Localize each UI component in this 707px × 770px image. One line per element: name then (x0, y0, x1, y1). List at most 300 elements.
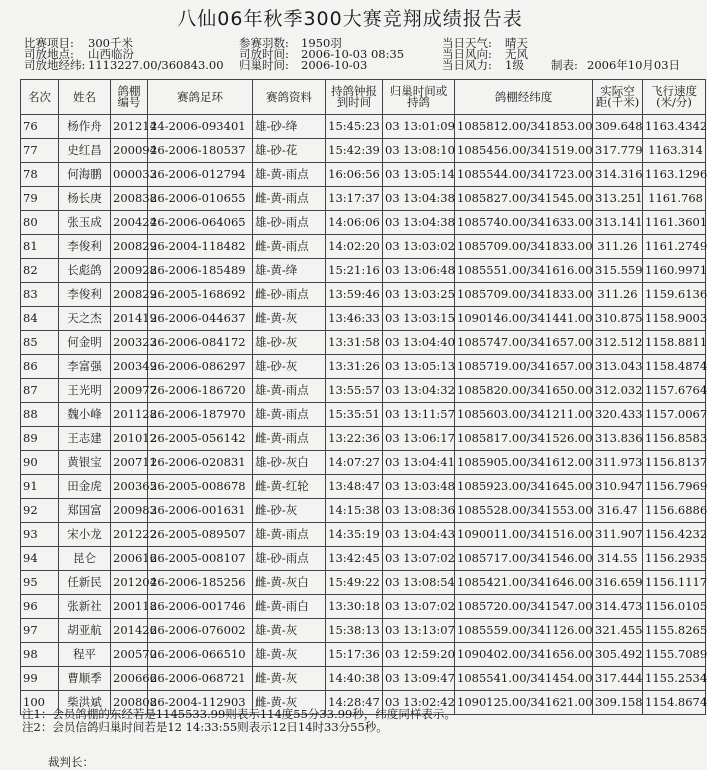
release-time: 2006-10-03 08:35 (301, 47, 405, 61)
cell-return-time: 03 12:59:20 (383, 643, 455, 667)
cell-loft-id: 200349 (111, 355, 148, 379)
cell-clock-time: 13:59:46 (326, 283, 383, 307)
cell-loft-id: 200808 (111, 691, 148, 715)
header-loft-coords: 鸽棚经纬度 (455, 80, 593, 115)
cell-pigeon-info: 雄-黄-灰 (253, 619, 326, 643)
cell-clock-time: 13:31:26 (326, 355, 383, 379)
cell-rank: 77 (21, 139, 59, 163)
cell-rank: 94 (21, 547, 59, 571)
cell-speed: 1155.7089 (643, 643, 706, 667)
cell-name: 胡亚航 (59, 619, 111, 643)
cell-return-time: 03 13:03:02 (383, 235, 455, 259)
cell-distance: 320.433 (593, 403, 643, 427)
cell-rank: 96 (21, 595, 59, 619)
cell-speed: 1163.1296 (643, 163, 706, 187)
cell-loft-coords: 1090146.00/341441.00 (455, 307, 593, 331)
cell-loft-id: 201426 (111, 619, 148, 643)
cell-pigeon-info: 雄-黄-雨点 (253, 163, 326, 187)
cell-name: 王志建 (59, 427, 111, 451)
cell-loft-coords: 1085720.00/341547.00 (455, 595, 593, 619)
cell-name: 杨长庚 (59, 187, 111, 211)
weather-label: 当日天气: (442, 36, 492, 50)
table-row (21, 379, 706, 403)
cell-rank: 90 (21, 451, 59, 475)
cell-loft-coords: 1085551.00/341616.00 (455, 259, 593, 283)
cell-speed: 1156.1117 (643, 571, 706, 595)
cell-ring: 26-2004-118482 (148, 235, 253, 259)
cell-speed: 1155.2534 (643, 667, 706, 691)
cell-loft-coords: 1090011.00/341516.00 (455, 523, 593, 547)
cell-speed: 1163.314 (643, 139, 706, 163)
cell-speed: 1161.768 (643, 187, 706, 211)
cell-return-time: 03 13:07:02 (383, 595, 455, 619)
cell-rank: 79 (21, 187, 59, 211)
release-coords-label: 司放地经纬: (24, 58, 86, 72)
cell-ring: 26-2006-064065 (148, 211, 253, 235)
table-row (21, 643, 706, 667)
cell-loft-coords: 1085603.00/341211.00 (455, 403, 593, 427)
cell-name: 李富强 (59, 355, 111, 379)
cell-speed: 1157.6764 (643, 379, 706, 403)
weather: 晴天 (505, 36, 528, 50)
wind-force-label: 当日风力: (442, 58, 492, 72)
cell-return-time: 03 13:05:13 (383, 355, 455, 379)
table-row (21, 667, 706, 691)
results-table (20, 79, 706, 715)
cell-loft-id: 200838 (111, 187, 148, 211)
cell-clock-time: 15:49:22 (326, 571, 383, 595)
cell-distance: 316.47 (593, 499, 643, 523)
cell-rank: 98 (21, 643, 59, 667)
cell-loft-coords: 1085812.00/341853.00 (455, 115, 593, 139)
cell-return-time: 03 13:08:54 (383, 571, 455, 595)
cell-pigeon-info: 雄-黄-雨点 (253, 523, 326, 547)
cell-distance: 305.492 (593, 643, 643, 667)
cell-loft-coords: 1085905.00/341612.00 (455, 451, 593, 475)
cell-clock-time: 14:35:19 (326, 523, 383, 547)
cell-name: 史红昌 (59, 139, 111, 163)
cell-rank: 84 (21, 307, 59, 331)
cell-distance: 311.26 (593, 283, 643, 307)
cell-loft-id: 200323 (111, 331, 148, 355)
cell-clock-time: 14:02:20 (326, 235, 383, 259)
header-row (21, 80, 706, 115)
cell-speed: 1160.9971 (643, 259, 706, 283)
table-row (21, 139, 706, 163)
cell-rank: 80 (21, 211, 59, 235)
cell-distance: 310.947 (593, 475, 643, 499)
cell-distance: 309.158 (593, 691, 643, 715)
cell-distance: 311.907 (593, 523, 643, 547)
note-1: 注1：会员鸽棚的东经若是1145533.99则表示114度55分33.99秒，纬度同样表示。 (22, 707, 456, 721)
cell-return-time: 03 13:07:02 (383, 547, 455, 571)
cell-pigeon-info: 雌-砂-雨点 (253, 283, 326, 307)
table-row (21, 355, 706, 379)
cell-name: 程平 (59, 643, 111, 667)
cell-rank: 78 (21, 163, 59, 187)
cell-ring: 26-2005-089507 (148, 523, 253, 547)
cell-rank: 86 (21, 355, 59, 379)
table-row (21, 595, 706, 619)
cell-loft-coords: 1085820.00/341650.00 (455, 379, 593, 403)
cell-return-time: 03 13:03:25 (383, 283, 455, 307)
cell-distance: 313.836 (593, 427, 643, 451)
cell-name: 郑国富 (59, 499, 111, 523)
cell-name: 宋小龙 (59, 523, 111, 547)
cell-loft-id: 000033 (111, 163, 148, 187)
cell-ring: 26-2006-086297 (148, 355, 253, 379)
cell-rank: 92 (21, 499, 59, 523)
cell-distance: 313.251 (593, 187, 643, 211)
cell-rank: 95 (21, 571, 59, 595)
cell-distance: 311.26 (593, 235, 643, 259)
cell-distance: 317.444 (593, 667, 643, 691)
cell-clock-time: 13:46:33 (326, 307, 383, 331)
cell-speed: 1156.2935 (643, 547, 706, 571)
made-label: 制表: (551, 58, 578, 72)
judge-label: 裁判长： (48, 755, 94, 769)
cell-loft-coords: 1085456.00/341519.00 (455, 139, 593, 163)
release-coords: 1113227.00/360843.00 (88, 58, 224, 72)
cell-pigeon-info: 雌-黄-灰 (253, 307, 326, 331)
cell-loft-id: 200666 (111, 667, 148, 691)
cell-loft-coords: 1085740.00/341633.00 (455, 211, 593, 235)
cell-loft-id: 200711 (111, 451, 148, 475)
cell-distance: 314.316 (593, 163, 643, 187)
made-date: 2006年10月03日 (587, 58, 681, 72)
cell-ring: 26-2005-168692 (148, 283, 253, 307)
cell-rank: 89 (21, 427, 59, 451)
cell-clock-time: 13:48:47 (326, 475, 383, 499)
cell-speed: 1158.8811 (643, 331, 706, 355)
cell-return-time: 03 13:05:14 (383, 163, 455, 187)
cell-pigeon-info: 雄-砂-灰白 (253, 451, 326, 475)
cell-return-time: 03 13:08:10 (383, 139, 455, 163)
wind-direction-label: 当日风向: (442, 47, 492, 61)
return-time: 2006-10-03 (301, 58, 368, 72)
cell-speed: 1155.8265 (643, 619, 706, 643)
cell-pigeon-info: 雄-砂-雨点 (253, 547, 326, 571)
cell-distance: 314.55 (593, 547, 643, 571)
cell-rank: 88 (21, 403, 59, 427)
cell-pigeon-info: 雄-砂-绛 (253, 115, 326, 139)
cell-rank: 100 (21, 691, 59, 715)
release-location: 山西临汾 (88, 47, 134, 61)
cell-name: 王光明 (59, 379, 111, 403)
cell-name: 杨作舟 (59, 115, 111, 139)
cell-speed: 1156.8137 (643, 451, 706, 475)
table-row (21, 163, 706, 187)
cell-speed: 1154.8674 (643, 691, 706, 715)
cell-loft-id: 200616 (111, 547, 148, 571)
cell-name: 何海鹏 (59, 163, 111, 187)
cell-speed: 1157.0067 (643, 403, 706, 427)
table-row (21, 187, 706, 211)
cell-ring: 26-2006-001746 (148, 595, 253, 619)
cell-return-time: 03 13:01:09 (383, 115, 455, 139)
cell-loft-id: 201419 (111, 307, 148, 331)
cell-clock-time: 13:31:58 (326, 331, 383, 355)
cell-ring: 26-2006-076002 (148, 619, 253, 643)
cell-return-time: 03 13:13:07 (383, 619, 455, 643)
cell-distance: 313.141 (593, 211, 643, 235)
cell-pigeon-info: 雌-黄-灰 (253, 667, 326, 691)
cell-name: 任新民 (59, 571, 111, 595)
cell-ring: 26-2006-001631 (148, 499, 253, 523)
cell-loft-coords: 1085747.00/341657.00 (455, 331, 593, 355)
cell-ring: 26-2006-020831 (148, 451, 253, 475)
cell-return-time: 03 13:04:41 (383, 451, 455, 475)
table-row (21, 547, 706, 571)
cell-pigeon-info: 雄-砂-灰 (253, 355, 326, 379)
table-row (21, 331, 706, 355)
cell-speed: 1156.0105 (643, 595, 706, 619)
cell-loft-id: 200829 (111, 283, 148, 307)
cell-distance: 315.559 (593, 259, 643, 283)
notes (22, 708, 456, 734)
cell-loft-coords: 1085719.00/341657.00 (455, 355, 593, 379)
cell-rank: 83 (21, 283, 59, 307)
entries-label: 参赛羽数: (239, 36, 289, 50)
header-pigeon-info: 赛鸽资料 (253, 80, 326, 115)
race-project: 300千米 (88, 36, 133, 50)
cell-loft-id: 201204 (111, 571, 148, 595)
cell-clock-time: 13:30:18 (326, 595, 383, 619)
cell-rank: 93 (21, 523, 59, 547)
cell-ring: 26-2006-044637 (148, 307, 253, 331)
cell-loft-coords: 1085923.00/341645.00 (455, 475, 593, 499)
cell-return-time: 03 13:03:15 (383, 307, 455, 331)
cell-clock-time: 16:06:56 (326, 163, 383, 187)
header-distance: 实际空距(千米) (593, 80, 643, 115)
table-row (21, 307, 706, 331)
cell-clock-time: 15:45:23 (326, 115, 383, 139)
cell-loft-id: 200977 (111, 379, 148, 403)
cell-name: 何金明 (59, 331, 111, 355)
cell-speed: 1156.8583 (643, 427, 706, 451)
cell-return-time: 03 13:03:48 (383, 475, 455, 499)
cell-pigeon-info: 雄-黄-雨点 (253, 403, 326, 427)
cell-speed: 1161.2749 (643, 235, 706, 259)
cell-clock-time: 15:35:51 (326, 403, 383, 427)
cell-ring: 26-2005-008107 (148, 547, 253, 571)
table-row (21, 115, 706, 139)
cell-speed: 1158.9003 (643, 307, 706, 331)
cell-pigeon-info: 雌-黄-雨点 (253, 427, 326, 451)
cell-speed: 1156.7969 (643, 475, 706, 499)
cell-pigeon-info: 雌-黄-红轮 (253, 475, 326, 499)
cell-distance: 309.648 (593, 115, 643, 139)
cell-loft-id: 201222 (111, 523, 148, 547)
header-name: 姓名 (59, 80, 111, 115)
table-row (21, 211, 706, 235)
cell-pigeon-info: 雌-黄-灰 (253, 691, 326, 715)
cell-ring: 26-2005-056142 (148, 427, 253, 451)
cell-return-time: 03 13:08:36 (383, 499, 455, 523)
cell-pigeon-info: 雌-砂-灰 (253, 499, 326, 523)
cell-loft-coords: 1090402.00/341656.00 (455, 643, 593, 667)
cell-clock-time: 14:28:47 (326, 691, 383, 715)
cell-name: 张新社 (59, 595, 111, 619)
cell-ring: 26-2006-180537 (148, 139, 253, 163)
cell-ring: 26-2006-068721 (148, 667, 253, 691)
cell-loft-coords: 1085528.00/341553.00 (455, 499, 593, 523)
cell-loft-coords: 1085421.00/341646.00 (455, 571, 593, 595)
release-location-label: 司放地点: (24, 47, 74, 61)
cell-loft-coords: 1085717.00/341546.00 (455, 547, 593, 571)
cell-loft-id: 200928 (111, 259, 148, 283)
cell-name: 黄银宝 (59, 451, 111, 475)
cell-pigeon-info: 雄-砂-雨点 (253, 211, 326, 235)
cell-ring: 26-2006-185256 (148, 571, 253, 595)
cell-pigeon-info: 雄-黄-灰 (253, 643, 326, 667)
cell-loft-id: 200829 (111, 235, 148, 259)
cell-clock-time: 15:21:16 (326, 259, 383, 283)
cell-rank: 87 (21, 379, 59, 403)
cell-pigeon-info: 雌-黄-灰白 (253, 571, 326, 595)
cell-return-time: 03 13:06:48 (383, 259, 455, 283)
results-body (21, 115, 706, 715)
cell-loft-coords: 1085709.00/341833.00 (455, 283, 593, 307)
cell-pigeon-info: 雄-砂-灰 (253, 331, 326, 355)
race-project-label: 比赛项目: (24, 36, 74, 50)
cell-return-time: 03 13:11:57 (383, 403, 455, 427)
cell-ring: 24-2006-093401 (148, 115, 253, 139)
cell-rank: 99 (21, 667, 59, 691)
cell-distance: 312.032 (593, 379, 643, 403)
cell-return-time: 03 13:09:47 (383, 667, 455, 691)
release-time-label: 司放时间: (239, 47, 289, 61)
cell-clock-time: 13:42:45 (326, 547, 383, 571)
cell-pigeon-info: 雌-黄-雨白 (253, 595, 326, 619)
wind-force: 1级 (505, 58, 524, 72)
cell-pigeon-info: 雄-砂-花 (253, 139, 326, 163)
cell-ring: 26-2004-112903 (148, 691, 253, 715)
cell-pigeon-info: 雌-黄-雨点 (253, 235, 326, 259)
cell-ring: 26-2006-010655 (148, 187, 253, 211)
cell-rank: 82 (21, 259, 59, 283)
cell-distance: 313.043 (593, 355, 643, 379)
cell-clock-time: 13:17:37 (326, 187, 383, 211)
cell-name: 长彪鸽 (59, 259, 111, 283)
cell-speed: 1156.6886 (643, 499, 706, 523)
cell-name: 昆仑 (59, 547, 111, 571)
cell-distance: 310.875 (593, 307, 643, 331)
cell-ring: 26-2006-186720 (148, 379, 253, 403)
header-speed: 飞行速度(米/分) (643, 80, 706, 115)
cell-return-time: 03 13:06:17 (383, 427, 455, 451)
wind-direction: 无风 (505, 47, 528, 61)
header-rank: 名次 (21, 80, 59, 115)
cell-return-time: 03 13:04:38 (383, 187, 455, 211)
cell-rank: 97 (21, 619, 59, 643)
cell-speed: 1158.4874 (643, 355, 706, 379)
cell-loft-id: 200983 (111, 499, 148, 523)
table-row (21, 427, 706, 451)
cell-speed: 1161.3601 (643, 211, 706, 235)
cell-clock-time: 13:55:57 (326, 379, 383, 403)
cell-loft-id: 201012 (111, 427, 148, 451)
table-row (21, 283, 706, 307)
cell-name: 田金虎 (59, 475, 111, 499)
cell-loft-id: 200365 (111, 475, 148, 499)
cell-loft-coords: 1085544.00/341723.00 (455, 163, 593, 187)
cell-loft-id: 200118 (111, 595, 148, 619)
cell-distance: 316.659 (593, 571, 643, 595)
cell-clock-time: 14:06:06 (326, 211, 383, 235)
cell-clock-time: 14:07:27 (326, 451, 383, 475)
cell-name: 柴洪斌 (59, 691, 111, 715)
table-row (21, 259, 706, 283)
cell-rank: 81 (21, 235, 59, 259)
cell-name: 魏小峰 (59, 403, 111, 427)
cell-ring: 26-2006-185489 (148, 259, 253, 283)
cell-ring: 26-2005-008678 (148, 475, 253, 499)
cell-return-time: 03 13:02:42 (383, 691, 455, 715)
page-title: 八仙06年秋季300大赛竞翔成绩报告表 (177, 8, 523, 30)
table-row (21, 523, 706, 547)
cell-distance: 314.473 (593, 595, 643, 619)
table-row (21, 475, 706, 499)
return-time-label: 归巢时间: (239, 58, 289, 72)
cell-rank: 76 (21, 115, 59, 139)
cell-return-time: 03 13:04:43 (383, 523, 455, 547)
table-row (21, 235, 706, 259)
cell-clock-time: 15:42:39 (326, 139, 383, 163)
cell-loft-coords: 1085817.00/341526.00 (455, 427, 593, 451)
cell-loft-id: 200570 (111, 643, 148, 667)
entries: 1950羽 (301, 36, 342, 50)
cell-speed: 1163.4342 (643, 115, 706, 139)
header-clock-time: 持鸽钟报到时间 (326, 80, 383, 115)
cell-loft-id: 200094 (111, 139, 148, 163)
note-2: 注2：会员信鸽归巢时间若是12 14:33:55则表示12日14时33分55秒。 (22, 720, 388, 734)
cell-name: 李俊利 (59, 235, 111, 259)
table-row (21, 403, 706, 427)
cell-ring: 26-2006-187970 (148, 403, 253, 427)
cell-pigeon-info: 雄-黄-雨点 (253, 379, 326, 403)
cell-return-time: 03 13:04:38 (383, 211, 455, 235)
cell-clock-time: 14:40:38 (326, 667, 383, 691)
cell-distance: 311.973 (593, 451, 643, 475)
cell-loft-id: 200424 (111, 211, 148, 235)
cell-clock-time: 14:15:38 (326, 499, 383, 523)
cell-loft-coords: 1090125.00/341621.00 (455, 691, 593, 715)
cell-name: 天之杰 (59, 307, 111, 331)
cell-loft-coords: 1085709.00/341833.00 (455, 235, 593, 259)
table-row (21, 451, 706, 475)
cell-distance: 321.455 (593, 619, 643, 643)
cell-loft-id: 201214 (111, 115, 148, 139)
header-ring: 赛鸽足环 (148, 80, 253, 115)
cell-distance: 317.779 (593, 139, 643, 163)
cell-clock-time: 13:22:36 (326, 427, 383, 451)
cell-clock-time: 15:38:13 (326, 619, 383, 643)
cell-ring: 26-2006-066510 (148, 643, 253, 667)
cell-ring: 26-2006-084172 (148, 331, 253, 355)
cell-loft-coords: 1085827.00/341545.00 (455, 187, 593, 211)
cell-loft-coords: 1085541.00/341454.00 (455, 667, 593, 691)
cell-clock-time: 15:17:36 (326, 643, 383, 667)
cell-rank: 85 (21, 331, 59, 355)
cell-return-time: 03 13:04:40 (383, 331, 455, 355)
cell-pigeon-info: 雄-黄-绛 (253, 259, 326, 283)
cell-speed: 1156.4232 (643, 523, 706, 547)
cell-speed: 1159.6136 (643, 283, 706, 307)
cell-pigeon-info: 雌-黄-雨点 (253, 187, 326, 211)
cell-name: 张玉成 (59, 211, 111, 235)
cell-name: 曹顺季 (59, 667, 111, 691)
